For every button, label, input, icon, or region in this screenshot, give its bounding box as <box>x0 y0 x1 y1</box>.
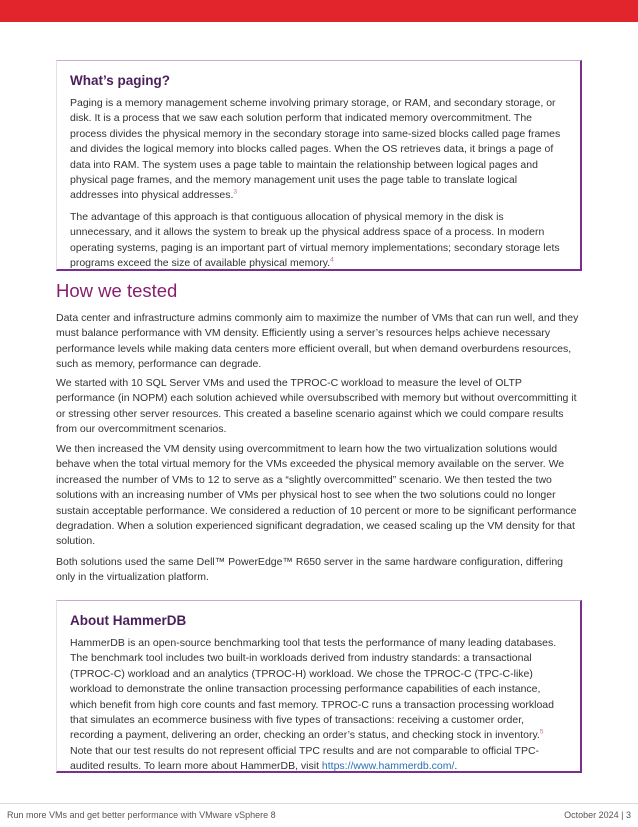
top-color-bar <box>0 0 638 22</box>
section-heading-how-we-tested: How we tested <box>56 280 178 301</box>
hammerdb-paragraph <box>70 636 562 775</box>
how-p1-text: Data center and infrastructure admins commonly aim to maximize the number of VMs that can run well, and they must balance performance with VM density. Efficiently using a server’s resources helps achieve necessary performance levels while making data centers more efficient overall, but when demand overburdens resources, such as memory, performance can degrade. <box>56 312 579 371</box>
how-p2-text: We started with 10 SQL Server VMs and used the TPROC-C workload to measure the level of OLTP performance (in NOPM) each solution achieved while oversubscribed with memory but without overcommitting it or stressing other server resources. This created a baseline scenario against which we could compare results from our overcommitment scenarios. <box>56 377 577 436</box>
hammerdb-title: About HammerDB <box>70 613 187 628</box>
hammerdb-p1-continued: Note that our test results do not represent official TPC results and are not comparable to official TPC-audited results. To learn more about HammerDB, visit <box>70 744 540 773</box>
how-p3-text: We then increased the VM density using overcommitment to learn how the two virtualization solutions would behave when the total virtual memory for the VMs exceeded the physical memory available on the server. We increased the number of VMs to 12 to serve as a “slightly overcommitted” scenario. We then tested the two solutions with an increasing number of VMs per physical host to see when the two solutions could no longer sustain acceptable performance. We considered a reduction of 10 percent or more to be significant performance degradation. When a solution experienced significant degradation, we ceased scaling up the VM density for that solution. <box>56 443 577 548</box>
footer-document-title: Run more VMs and get better performance with VMware vSphere 8 <box>7 810 276 820</box>
how-paragraph-4 <box>56 555 582 586</box>
page-footer <box>0 803 638 827</box>
paging-paragraph-2 <box>70 210 562 272</box>
paging-p2-text: The advantage of this approach is that contiguous allocation of physical memory in the disk is unnecessary, and it allows the system to break up the physical address space of a process. In modern operating systems, paging is an important part of virtual memory implementations; secondary storage lets programs exceed the size of available physical memory. <box>70 210 560 270</box>
how-p4-text: Both solutions used the same Dell™ PowerEdge™ R650 server in the same hardware configuration, differing only in the virtualization platform. <box>56 556 563 584</box>
footnote-ref-4[interactable]: 4 <box>330 256 334 264</box>
how-paragraph-2 <box>56 376 582 438</box>
paging-title: What’s paging? <box>70 73 170 88</box>
paging-paragraph-1 <box>70 96 562 204</box>
hammerdb-p1-end: . <box>454 760 458 773</box>
hammerdb-callout <box>56 600 582 773</box>
hammerdb-p1-text: HammerDB is an open-source benchmarking tool that tests the performance of many leading databases. The benchmark tool includes two built-in workloads derived from industry standards: a transactional (TPROC-C) workload and an analytics (TPROC-H) workload. We chose the TPROC-C (TPC-C-like) workload to demonstrate the online transaction processing performance capabilities of each instance, which benefit from high core counts and fast memory. TPROC-C runs a transaction processing workload that simulates an ecommerce business with five types of transactions: receiving a customer order, recording a payment, delivering an order, checking an order’s status, and checking stock in inventory. <box>70 637 557 742</box>
footer-date-page: October 2024 | 3 <box>564 810 631 820</box>
paging-p1-text: Paging is a memory management scheme involving primary storage, or RAM, and secondary storage, or disk. It is a process that we saw each solution perform that indicated memory overcommitment. The process divides the physical memory in the secondary storage into same-sized blocks called page frames and divides the logical memory into blocks called pages. When the OS retrieves data, it brings a page of data into RAM. The system uses a page table to maintain the relationship between logical pages and physical page frames, and the memory management unit uses the page table to translate logical addresses into physical addresses. <box>70 97 561 202</box>
paging-callout <box>56 60 582 271</box>
how-paragraph-3 <box>56 442 582 550</box>
footnote-ref-5[interactable]: 5 <box>539 728 544 736</box>
hammerdb-link[interactable]: https://www.hammerdb.com/ <box>321 760 455 773</box>
footnote-ref-3[interactable]: 3 <box>233 188 238 196</box>
how-paragraph-1 <box>56 311 582 373</box>
